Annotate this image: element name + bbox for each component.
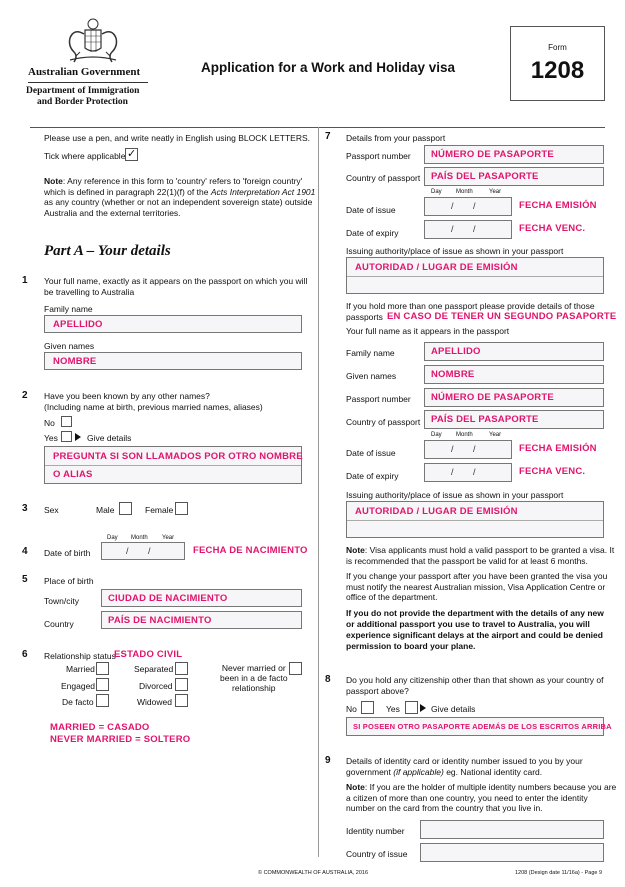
arrow-right-icon [420,704,426,712]
q7-title: Details from your passport [346,133,446,143]
q2-yes-label: Yes [44,433,58,443]
q8-give-label: Give details [431,704,476,714]
q6-never-checkbox[interactable] [289,662,302,675]
q9-country-label: Country of issue [346,849,408,859]
q7-given-field[interactable]: NOMBRE [424,365,604,384]
q7-more-text: If you hold more than one passport please provide details of those passports [346,301,595,322]
q7-country2-field[interactable]: PAÍS DEL PASAPORTE [424,410,604,429]
q2-no-label: No [44,418,55,428]
q6-never-label: Never married or been in a de facto relationship [220,663,288,693]
q6-married-checkbox[interactable] [96,662,109,675]
q6-engaged-label: Engaged [61,681,96,691]
q6-divorced-checkbox[interactable] [175,678,188,691]
q6-separated-checkbox[interactable] [175,662,188,675]
q5-town-label: Town/city [44,596,79,606]
q7-country-label: Country of passport [346,173,421,183]
q6-married-label: Married [66,664,95,674]
q7-year-label: Year [489,189,502,195]
q3-number: 3 [22,503,28,514]
q1-number: 1 [22,275,28,286]
q5-country-field[interactable]: PAÍS DE NACIMIENTO [101,611,302,629]
q7-month2-label: Month [456,432,473,438]
q7-authority2-label: Issuing authority/place of issue as shown in your passport [346,490,564,500]
q7-expiry-label: Date of expiry [346,228,399,238]
footer-page: 1208 (Design date 11/16a) - Page 9 [515,870,603,876]
q6-label: Relationship status [44,651,116,661]
q1-family-label: Family name [44,304,93,314]
q8-yes-checkbox[interactable] [405,701,418,714]
q5-town-field[interactable]: CIUDAD DE NACIMIENTO [101,589,302,607]
q2-no-checkbox[interactable] [61,416,72,427]
q7-given-label: Given names [346,371,397,381]
q7-note: Note: Visa applicants must hold a valid passport to be granted a visa. It is recommended that the passport be valid for at least 6 months. [346,545,615,566]
q6-widowed-checkbox[interactable] [175,694,188,707]
q8-no-label: No [346,704,357,714]
q8-text: Do you hold any citizenship other than that shown as your country of passport above? [346,675,604,696]
q7-change: If you change your passport after you have been granted the visa you must notify the nearest Australian mission, Visa Application Centre or office of the department. [346,571,608,602]
q2-yes-checkbox[interactable] [61,431,72,442]
q7-country-field[interactable]: PAÍS DEL PASAPORTE [424,167,604,186]
coat-of-arms-icon [58,16,128,66]
form-label: Form [548,43,567,52]
q4-number: 4 [22,546,28,557]
q9-number: 9 [325,755,331,766]
tick-example-checkbox [125,148,138,161]
q5-country-label: Country [44,619,74,629]
dept-line1: Department of Immigration [26,86,140,96]
form-number-box [510,26,605,101]
q2-number: 2 [22,390,28,401]
q7-expiry-value: FECHA VENC. [519,223,586,234]
q1-family-field[interactable]: APELLIDO [44,315,302,333]
q7-expiry2-field[interactable]: / / [424,463,512,482]
q7-warning: If you do not provide the department with the details of any new or additional passport you use to travel to Australia, you will experience significant delays at the airport and could be denied permission to board your plane. [346,608,604,651]
q7-fullname-label: Your full name as it appears in the passport [346,326,510,336]
tick-label: Tick where applicable [44,151,126,161]
q4-month-label: Month [131,535,148,541]
q6-note1: MARRIED = CASADO [50,722,150,733]
q7-issue-label: Date of issue [346,205,396,215]
q9-text: Details of identity card or identity number issued to you by your government (if applicable) eg. National identity card. [346,756,583,777]
q2-details-field[interactable]: PREGUNTA SI SON LLAMADOS POR OTRO NOMBRE O ALIAS [44,446,302,484]
q7-day-label: Day [431,189,442,195]
q6-separated-label: Separated [134,664,174,674]
footer-copyright: © COMMONWEALTH OF AUSTRALIA, 2016 [258,870,368,876]
q8-no-checkbox[interactable] [361,701,374,714]
q7-day2-label: Day [431,432,442,438]
q4-dob-value: FECHA DE NACIMIENTO [193,545,308,556]
arrow-right-icon [75,433,81,441]
q8-number: 8 [325,674,331,685]
q8-details-field[interactable]: SI POSEEN OTRO PASAPORTE ADEMÁS DE LOS ESCRITOS ARRIBA [346,717,604,736]
q7-passport2-field[interactable]: NÚMERO DE PASAPORTE [424,388,604,407]
q7-passport2-label: Passport number [346,394,411,404]
q1-text: Your full name, exactly as it appears on the passport on which you will be travelling to Australia [44,276,308,297]
check-icon: ✓ [127,148,137,160]
q7-number: 7 [325,131,331,142]
q7-authority2-field[interactable]: AUTORIDAD / LUGAR DE EMISIÓN [346,501,604,538]
q3-female-label: Female [145,505,174,515]
form-number: 1208 [530,57,585,84]
q9-country-field[interactable] [420,843,604,862]
q6-widowed-label: Widowed [137,697,172,707]
q7-month-label: Month [456,189,473,195]
q7-authority-field[interactable]: AUTORIDAD / LUGAR DE EMISIÓN [346,257,604,294]
q2-give-label: Give details [87,433,132,443]
q7-authority-label: Issuing authority/place of issue as shown in your passport [346,246,564,256]
q4-day-label: Day [107,535,118,541]
q6-divorced-label: Divorced [139,681,173,691]
q6-engaged-checkbox[interactable] [96,678,109,691]
q9-id-label: Identity number [346,826,405,836]
q7-family-field[interactable]: APELLIDO [424,342,604,361]
q4-dob-field[interactable]: / / [101,542,185,560]
q7-country2-label: Country of passport [346,417,421,427]
q7-family-label: Family name [346,348,395,358]
dept-line2: and Border Protection [37,97,128,107]
q3-label: Sex [44,505,59,515]
q7-passport-label: Passport number [346,151,411,161]
gov-name: Australian Government [28,66,141,78]
q7-issue2-label: Date of issue [346,448,396,458]
q2-text: Have you been known by any other names? (Including name at birth, previous married names, aliases) [44,391,263,412]
q6-number: 6 [22,649,28,660]
q4-label: Date of birth [44,548,91,558]
q7-issue-value: FECHA EMISIÓN [519,200,597,211]
q7-issue-field[interactable]: / / [424,197,512,216]
q7-issue2-value: FECHA EMISIÓN [519,443,597,454]
q4-year-label: Year [162,535,175,541]
form-title: Application for a Work and Holiday visa [201,60,456,75]
q9-id-field[interactable] [420,820,604,839]
q7-issue2-field[interactable]: / / [424,440,512,459]
q7-more-pink: EN CASO DE TENER UN SEGUNDO PASAPORTE [387,311,617,322]
q3-male-checkbox[interactable] [119,502,132,515]
q7-expiry-field[interactable]: / / [424,220,512,239]
q7-expiry2-label: Date of expiry [346,471,399,481]
q6-defacto-label: De facto [62,697,94,707]
q6-defacto-checkbox[interactable] [96,694,109,707]
intro-line1: Please use a pen, and write neatly in English using BLOCK LETTERS. [44,133,311,143]
q5-label: Place of birth [44,576,94,586]
q6-value: ESTADO CIVIL [114,649,183,660]
q7-year2-label: Year [489,432,502,438]
q3-male-label: Male [96,505,115,515]
q1-given-label: Given names [44,341,95,351]
intro-note: Note: Any reference in this form to 'country' refers to 'foreign country' which is defined in paragraph 22(1)(f) of the Acts Interpretation Act 1901 as any country (whether or not an independent sovereign state) outside Australia and the external territories. [44,176,316,218]
q8-yes-label: Yes [386,704,400,714]
q7-expiry2-value: FECHA VENC. [519,466,586,477]
q5-number: 5 [22,574,28,585]
q3-female-checkbox[interactable] [175,502,188,515]
q6-note2: NEVER MARRIED = SOLTERO [50,734,191,745]
q9-note: Note: If you are the holder of multiple identity numbers because you are a citizen of more than one country, you need to enter the identity number on the card from the country that you live in. [346,782,617,813]
q7-passport-field[interactable]: NÚMERO DE PASAPORTE [424,145,604,164]
part-a-heading: Part A – Your details [44,243,171,259]
q1-given-field[interactable]: NOMBRE [44,352,302,370]
